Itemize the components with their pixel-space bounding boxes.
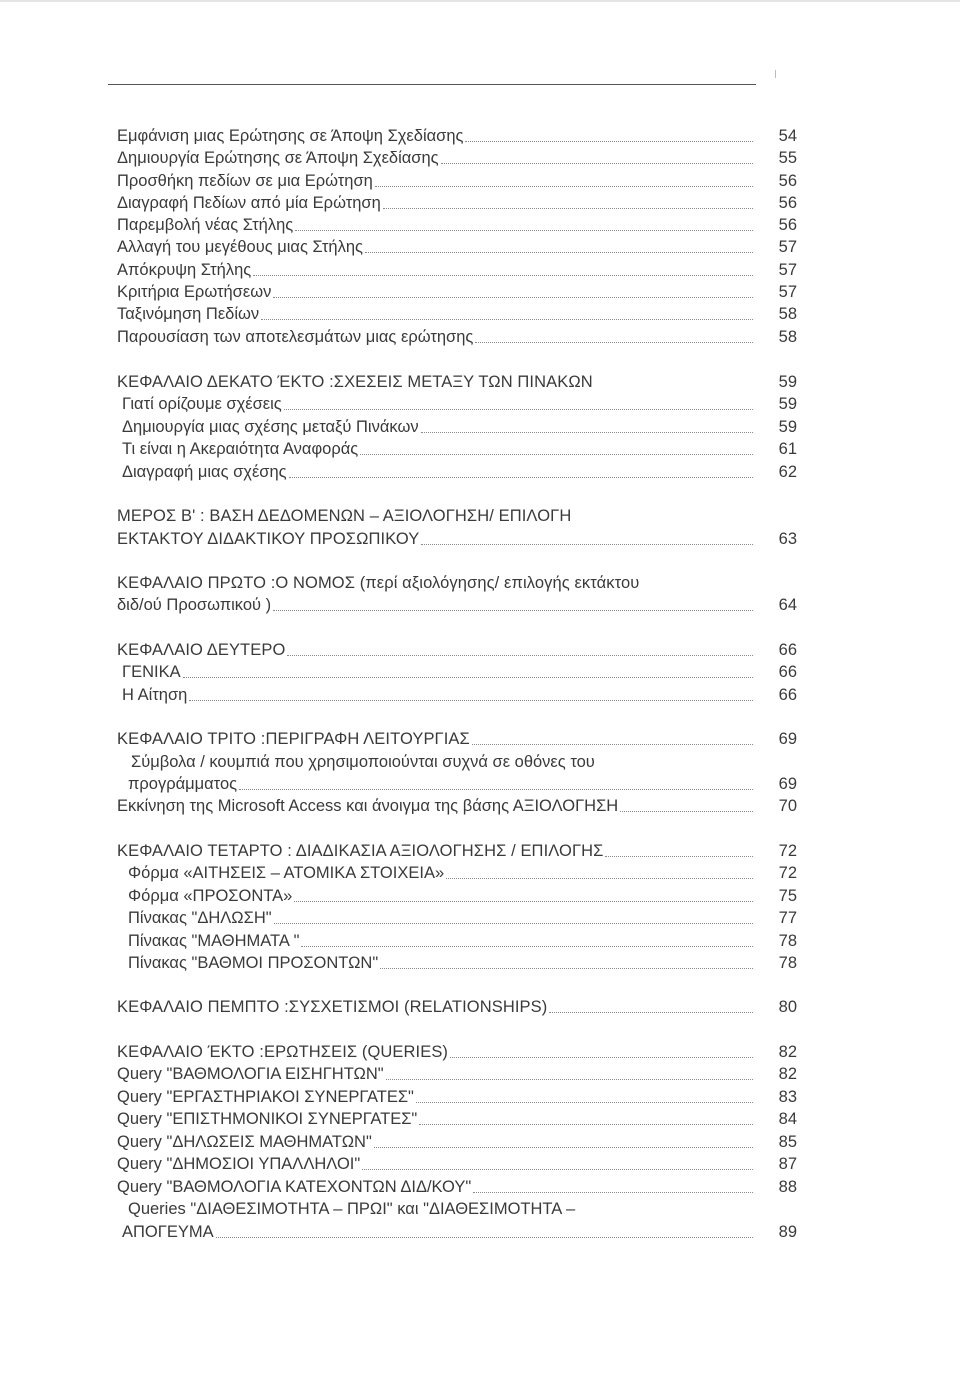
dot-leader bbox=[419, 1123, 753, 1125]
toc-entry-page: 66 bbox=[778, 686, 797, 704]
toc-chapter-heading[interactable] bbox=[117, 638, 797, 660]
toc-entry-title: Διαγραφή Πεδίων από μία Ερώτηση bbox=[117, 194, 381, 212]
toc-chapter-heading[interactable] bbox=[117, 727, 797, 749]
toc-entry[interactable] bbox=[117, 325, 797, 347]
toc-entry-title: διδ/ού Προσωπικού ) bbox=[117, 596, 272, 614]
dot-leader bbox=[473, 1191, 753, 1193]
toc-entry-title: Πίνακας "ΜΑΘΗΜΑΤΑ " bbox=[128, 932, 300, 950]
toc-entry[interactable] bbox=[128, 906, 797, 928]
toc-chapter-heading[interactable] bbox=[117, 839, 797, 861]
dot-leader bbox=[301, 945, 753, 947]
dot-leader bbox=[273, 609, 753, 611]
toc-entry-page: 63 bbox=[778, 530, 797, 548]
toc-entry[interactable] bbox=[117, 146, 797, 168]
toc-entry-page: 80 bbox=[778, 998, 797, 1016]
dot-leader bbox=[274, 922, 753, 924]
dot-leader bbox=[183, 676, 753, 678]
toc-entry-title: Πίνακας "ΒΑΘΜΟΙ ΠΡΟΣΟΝΤΩΝ" bbox=[128, 954, 379, 972]
toc-entry-title: ΚΕΦΑΛΑΙΟ ΤΡΙΤΟ :ΠΕΡΙΓΡΑΦΗ ΛΕΙΤΟΥΡΓΙΑΣ bbox=[117, 730, 470, 748]
toc-entry[interactable] bbox=[122, 660, 797, 682]
toc-entry[interactable] bbox=[117, 235, 797, 257]
dot-leader bbox=[641, 588, 753, 589]
toc-entry-title: Σύμβολα / κουμπιά που χρησιμοποιούνται συχνά σε οθόνες του bbox=[131, 753, 595, 771]
toc-entry-page: 56 bbox=[778, 194, 797, 212]
toc-entry-page: 88 bbox=[778, 1178, 797, 1196]
toc-chapter-heading[interactable] bbox=[117, 995, 797, 1017]
toc-entry-title: Query "ΒΑΘΜΟΛΟΓΙΑ ΚΑΤΕΧΟΝΤΩΝ ΔΙΔ/ΚΟΥ" bbox=[117, 1178, 472, 1196]
toc-entry-page: 82 bbox=[778, 1065, 797, 1083]
toc-part-heading[interactable] bbox=[117, 504, 797, 526]
toc-entry[interactable] bbox=[128, 884, 797, 906]
toc-entry-page: 87 bbox=[778, 1155, 797, 1173]
toc-entry-title: Query "ΕΠΙΣΤΗΜΟΝΙΚΟΙ ΣΥΝΕΡΓΑΤΕΣ" bbox=[117, 1110, 418, 1128]
toc-entry-title: ΕΚΤΑΚΤΟΥ ΔΙΔΑΚΤΙΚΟΥ ΠΡΟΣΩΠΙΚΟΥ bbox=[117, 530, 420, 548]
toc-entry-title: ΚΕΦΑΛΑΙΟ ΤΕΤΑΡΤΟ : ΔΙΑΔΙΚΑΣΙΑ ΑΞΙΟΛΟΓΗΣΗΣ / ΕΠΙΛΟΓΗΣ bbox=[117, 842, 604, 860]
dot-leader bbox=[253, 274, 753, 276]
toc-entry-page: 57 bbox=[778, 283, 797, 301]
dot-leader bbox=[284, 408, 753, 410]
toc-entry[interactable] bbox=[117, 1107, 797, 1129]
dot-leader bbox=[239, 788, 753, 790]
toc-entry-title: προγράμματος bbox=[128, 775, 238, 793]
dot-leader bbox=[287, 654, 753, 656]
toc-entry[interactable] bbox=[117, 1175, 797, 1197]
toc-entry-page: 62 bbox=[778, 463, 797, 481]
dot-leader bbox=[383, 207, 753, 209]
toc-entry-title: Παρεμβολή νέας Στήλης bbox=[117, 216, 294, 234]
toc-entry-page: 82 bbox=[778, 1043, 797, 1061]
toc-entry[interactable] bbox=[128, 861, 797, 883]
toc-entry-page: 58 bbox=[778, 328, 797, 346]
toc-entry-title: Παρουσίαση των αποτελεσμάτων μιας ερώτησης bbox=[117, 328, 474, 346]
toc-entry-title: Διαγραφή μιας σχέσης bbox=[122, 463, 287, 481]
toc-entry-page: 69 bbox=[778, 730, 797, 748]
toc-entry[interactable] bbox=[117, 1130, 797, 1152]
dot-leader bbox=[380, 967, 753, 969]
toc-entry-page: 58 bbox=[778, 305, 797, 323]
toc-part-heading-cont[interactable] bbox=[117, 527, 797, 549]
toc-entry[interactable] bbox=[122, 437, 797, 459]
dot-leader bbox=[450, 1056, 753, 1058]
dot-leader bbox=[549, 1011, 753, 1013]
toc-entry[interactable] bbox=[128, 951, 797, 973]
toc-entry-title: ΑΠΟΓΕΥΜΑ bbox=[122, 1223, 214, 1241]
toc-entry-title: ΜΕΡΟΣ Β' : ΒΑΣΗ ΔΕΔΟΜΕΝΩΝ – ΑΞΙΟΛΟΓΗΣΗ/ ΕΠΙΛΟΓΗ bbox=[117, 507, 572, 525]
toc-entry-page: 56 bbox=[778, 216, 797, 234]
dot-leader bbox=[375, 185, 753, 187]
toc-entry-page: 57 bbox=[778, 261, 797, 279]
toc-entry-title: Πίνακας "ΔΗΛΩΣΗ" bbox=[128, 909, 272, 927]
toc-entry-title: ΚΕΦΑΛΑΙΟ ΈΚΤΟ :ΕΡΩΤΗΣΕΙΣ (QUERIES) bbox=[117, 1043, 449, 1061]
toc-entry-page: 84 bbox=[778, 1110, 797, 1128]
toc-entry-title: Queries "ΔΙΑΘΕΣΙΜΟΤΗΤΑ – ΠΡΩΙ" και "ΔΙΑΘΕΣΙΜΟΤΗΤΑ – bbox=[128, 1200, 576, 1218]
toc-entry-page: 59 bbox=[778, 418, 797, 436]
dot-leader bbox=[475, 341, 753, 343]
toc-entry[interactable] bbox=[117, 280, 797, 302]
dot-leader bbox=[261, 318, 753, 320]
toc-chapter-heading[interactable] bbox=[117, 571, 797, 593]
toc-entry[interactable] bbox=[117, 1062, 797, 1084]
toc-entry-page: 56 bbox=[778, 172, 797, 190]
toc-entry[interactable] bbox=[128, 772, 797, 794]
dot-leader bbox=[577, 1214, 753, 1215]
dot-leader bbox=[605, 855, 753, 857]
dot-leader bbox=[362, 1168, 753, 1170]
dot-leader bbox=[421, 543, 753, 545]
toc-entry[interactable] bbox=[117, 124, 797, 146]
toc-entry-page: 61 bbox=[778, 440, 797, 458]
toc-entry-page: 66 bbox=[778, 641, 797, 659]
toc-entry-title: Η Αίτηση bbox=[122, 686, 188, 704]
toc-entry[interactable] bbox=[122, 415, 797, 437]
toc-entry[interactable] bbox=[117, 258, 797, 280]
toc-entry-title: ΓΕΝΙΚΑ bbox=[122, 663, 181, 681]
toc-entry-title: ΚΕΦΑΛΑΙΟ ΔΕΚΑΤΟ ΈΚΤΟ :ΣΧΕΣΕΙΣ ΜΕΤΑΞΥ ΤΩΝ ΠΙΝΑΚΩΝ bbox=[117, 373, 593, 391]
toc-entry-page: 78 bbox=[778, 954, 797, 972]
toc-entry-title: Αλλαγή του μεγέθους μιας Στήλης bbox=[117, 238, 363, 256]
toc-entry-title: Ταξινόμηση Πεδίων bbox=[117, 305, 260, 323]
dot-leader bbox=[465, 140, 753, 142]
toc-entry[interactable] bbox=[128, 1197, 797, 1219]
toc-entry-title: Εκκίνηση της Microsoft Access και άνοιγμα της βάσης ΑΞΙΟΛΟΓΗΣΗ bbox=[117, 797, 619, 815]
toc-entry-page: 72 bbox=[778, 842, 797, 860]
toc-entry-title: Τι είναι η Ακεραιότητα Αναφοράς bbox=[122, 440, 359, 458]
dot-leader bbox=[386, 1078, 753, 1080]
toc-entry[interactable] bbox=[122, 460, 797, 482]
dot-leader bbox=[189, 699, 753, 701]
dot-leader bbox=[365, 251, 753, 253]
toc-entry-page: 55 bbox=[778, 149, 797, 167]
toc-entry-page: 70 bbox=[778, 797, 797, 815]
toc-entry-title: Εμφάνιση μιας Ερώτησης σε Άποψη Σχεδίασης bbox=[117, 127, 464, 145]
toc-entry-title: ΚΕΦΑΛΑΙΟ ΠΡΩΤΟ :Ο ΝΟΜΟΣ (περί αξιολόγησης/ επιλογής εκτάκτου bbox=[117, 574, 640, 592]
toc-entry-title: Query "ΕΡΓΑΣΤΗΡΙΑΚΟΙ ΣΥΝΕΡΓΑΤΕΣ" bbox=[117, 1088, 414, 1106]
toc-entry-page: 57 bbox=[778, 238, 797, 256]
toc-chapter-heading[interactable] bbox=[117, 370, 797, 392]
toc-entry[interactable] bbox=[117, 1085, 797, 1107]
toc-entry-page: 69 bbox=[778, 775, 797, 793]
toc-entry[interactable] bbox=[117, 191, 797, 213]
dot-leader bbox=[472, 743, 753, 745]
toc-entry-title: Φόρμα «ΑΙΤΗΣΕΙΣ – ΑΤΟΜΙΚΑ ΣΤΟΙΧΕΙΑ» bbox=[128, 864, 445, 882]
toc-entry-page: 77 bbox=[778, 909, 797, 927]
toc-entry-wrapped-line[interactable] bbox=[131, 752, 733, 772]
toc-entry-page: 59 bbox=[778, 373, 797, 391]
toc-entry[interactable] bbox=[117, 593, 797, 615]
toc-entry-page: 66 bbox=[778, 663, 797, 681]
toc-entry-page: 54 bbox=[778, 127, 797, 145]
toc-entry[interactable] bbox=[117, 302, 797, 324]
toc-entry[interactable] bbox=[122, 683, 797, 705]
dot-leader bbox=[216, 1236, 753, 1238]
dot-leader bbox=[360, 453, 753, 455]
dot-leader bbox=[295, 229, 753, 231]
toc-entry-title: Προσθήκη πεδίων σε μια Ερώτηση bbox=[117, 172, 373, 190]
dot-leader bbox=[595, 387, 753, 388]
toc-entry-page: 89 bbox=[778, 1223, 797, 1241]
toc-entry[interactable] bbox=[122, 392, 797, 414]
toc-entry[interactable] bbox=[122, 1220, 797, 1242]
toc-entry-title: Query "ΔΗΛΩΣΕΙΣ ΜΑΘΗΜΑΤΩΝ" bbox=[117, 1133, 372, 1151]
toc-entry-page: 64 bbox=[778, 596, 797, 614]
toc-entry[interactable] bbox=[117, 794, 797, 816]
toc-entry[interactable] bbox=[128, 929, 797, 951]
dot-leader bbox=[441, 162, 753, 164]
toc-entry-title: ΚΕΦΑΛΑΙΟ ΔΕΥΤΕΡΟ bbox=[117, 641, 286, 659]
toc-entry-title: Query "ΔΗΜΟΣΙΟΙ ΥΠΑΛΛΗΛΟΙ" bbox=[117, 1155, 361, 1173]
dot-leader bbox=[573, 521, 753, 522]
toc-entry[interactable] bbox=[117, 1152, 797, 1174]
dot-leader bbox=[374, 1146, 753, 1148]
dot-leader bbox=[273, 296, 753, 298]
toc-entry-title: Απόκρυψη Στήλης bbox=[117, 261, 252, 279]
toc-entry-title: Δημιουργία Ερώτησης σε Άποψη Σχεδίασης bbox=[117, 149, 439, 167]
dot-leader bbox=[416, 1101, 753, 1103]
toc-entry-page: 78 bbox=[778, 932, 797, 950]
dot-leader bbox=[289, 476, 753, 478]
toc-entry-title: Γιατί ορίζουμε σχέσεις bbox=[122, 395, 282, 413]
toc-chapter-heading[interactable] bbox=[117, 1040, 797, 1062]
toc-entry-title: ΚΕΦΑΛΑΙΟ ΠΕΜΠΤΟ :ΣΥΣΧΕΤΙΣΜΟΙ (RELATIONSHIPS) bbox=[117, 998, 548, 1016]
toc-entry-page: 85 bbox=[778, 1133, 797, 1151]
dot-leader bbox=[421, 431, 753, 433]
toc-entry-page: 83 bbox=[778, 1088, 797, 1106]
toc-entry-page: 75 bbox=[778, 887, 797, 905]
toc-entry-page: 72 bbox=[778, 864, 797, 882]
toc-entry-title: Query "ΒΑΘΜΟΛΟΓΙΑ ΕΙΣΗΓΗΤΩΝ" bbox=[117, 1065, 384, 1083]
toc-entry-title: Κριτήρια Ερωτήσεων bbox=[117, 283, 272, 301]
dot-leader bbox=[446, 877, 753, 879]
toc-entry-title: Δημιουργία μιας σχέσης μεταξύ Πινάκων bbox=[122, 418, 419, 436]
dot-leader bbox=[294, 900, 753, 902]
toc-entry[interactable] bbox=[117, 169, 797, 191]
dot-leader bbox=[620, 810, 753, 812]
toc-entry[interactable] bbox=[117, 213, 797, 235]
toc-entry-title: Φόρμα «ΠΡΟΣΟΝΤΑ» bbox=[128, 887, 293, 905]
toc-entry-page: 59 bbox=[778, 395, 797, 413]
